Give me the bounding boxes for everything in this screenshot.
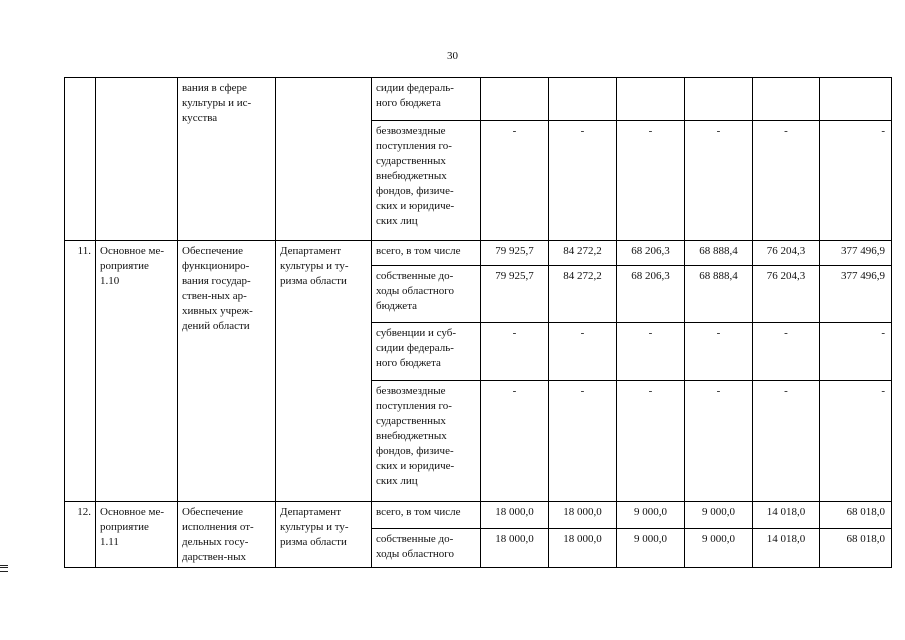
- table-row: [65, 502, 892, 529]
- value-cell: 68 888,4: [685, 241, 753, 266]
- value-cell: -: [685, 121, 753, 241]
- value-cell: [549, 78, 617, 121]
- executor-cell: Департамент культуры и ту- ризма области: [276, 241, 372, 502]
- value-cell: 84 272,2: [549, 241, 617, 266]
- index-cell: 11.: [65, 241, 96, 502]
- value-cell: 76 204,3: [753, 266, 820, 323]
- value-cell: 377 496,9: [820, 241, 892, 266]
- value-cell: -: [617, 323, 685, 381]
- value-cell: [685, 78, 753, 121]
- value-cell: -: [685, 323, 753, 381]
- value-cell: 9 000,0: [685, 529, 753, 568]
- value-cell: [820, 78, 892, 121]
- name-cell: Основное ме- роприятие 1.11: [96, 502, 178, 568]
- budget-table: [64, 77, 892, 568]
- name-cell: Основное ме- роприятие 1.10: [96, 241, 178, 502]
- value-cell: -: [820, 323, 892, 381]
- executor-cell: [276, 78, 372, 241]
- value-cell: 18 000,0: [481, 502, 549, 529]
- description-cell: Обеспечение функциониро- вания государ- ствен-ных ар- хивных учреж- дений области: [178, 241, 276, 502]
- value-cell: [617, 78, 685, 121]
- value-cell: -: [549, 323, 617, 381]
- value-cell: 79 925,7: [481, 241, 549, 266]
- value-cell: -: [753, 381, 820, 502]
- value-cell: 14 018,0: [753, 502, 820, 529]
- description-cell: Обеспечение исполнения от- дельных госу- дарствен-ных: [178, 502, 276, 568]
- value-cell: -: [481, 323, 549, 381]
- value-cell: 377 496,9: [820, 266, 892, 323]
- value-cell: 79 925,7: [481, 266, 549, 323]
- value-cell: 18 000,0: [549, 529, 617, 568]
- value-cell: -: [549, 381, 617, 502]
- source-cell: безвозмездные поступления го- сударственных внебюджетных фондов, физиче- ских и юридиче- ских лиц: [372, 121, 481, 241]
- value-cell: 9 000,0: [617, 502, 685, 529]
- value-cell: -: [481, 121, 549, 241]
- value-cell: -: [617, 121, 685, 241]
- scan-edge-mark: [0, 565, 8, 572]
- source-cell: безвозмездные поступления го- сударственных внебюджетных фондов, физиче- ских и юридиче- ских лиц: [372, 381, 481, 502]
- value-cell: 18 000,0: [481, 529, 549, 568]
- name-cell: [96, 78, 178, 241]
- description-cell: вания в сфере культуры и ис- кусства: [178, 78, 276, 241]
- source-cell: всего, в том числе: [372, 502, 481, 529]
- value-cell: -: [820, 121, 892, 241]
- source-cell: всего, в том числе: [372, 241, 481, 266]
- value-cell: 68 206,3: [617, 241, 685, 266]
- table-row: [65, 241, 892, 266]
- table-row: [65, 78, 892, 121]
- value-cell: 76 204,3: [753, 241, 820, 266]
- value-cell: 68 018,0: [820, 529, 892, 568]
- value-cell: -: [820, 381, 892, 502]
- value-cell: -: [617, 381, 685, 502]
- source-cell: собственные до- ходы областного бюджета: [372, 266, 481, 323]
- index-cell: 12.: [65, 502, 96, 568]
- executor-cell: Департамент культуры и ту- ризма области: [276, 502, 372, 568]
- source-cell: собственные до- ходы областного: [372, 529, 481, 568]
- value-cell: -: [753, 323, 820, 381]
- value-cell: -: [549, 121, 617, 241]
- value-cell: 68 888,4: [685, 266, 753, 323]
- value-cell: 68 018,0: [820, 502, 892, 529]
- value-cell: [481, 78, 549, 121]
- source-cell: сидии федераль- ного бюджета: [372, 78, 481, 121]
- source-cell: субвенции и суб- сидии федераль- ного бюджета: [372, 323, 481, 381]
- value-cell: -: [685, 381, 753, 502]
- page-number: 30: [447, 50, 458, 62]
- value-cell: 9 000,0: [685, 502, 753, 529]
- value-cell: -: [481, 381, 549, 502]
- value-cell: -: [753, 121, 820, 241]
- value-cell: 14 018,0: [753, 529, 820, 568]
- value-cell: 18 000,0: [549, 502, 617, 529]
- value-cell: [753, 78, 820, 121]
- value-cell: 84 272,2: [549, 266, 617, 323]
- value-cell: 9 000,0: [617, 529, 685, 568]
- value-cell: 68 206,3: [617, 266, 685, 323]
- index-cell: [65, 78, 96, 241]
